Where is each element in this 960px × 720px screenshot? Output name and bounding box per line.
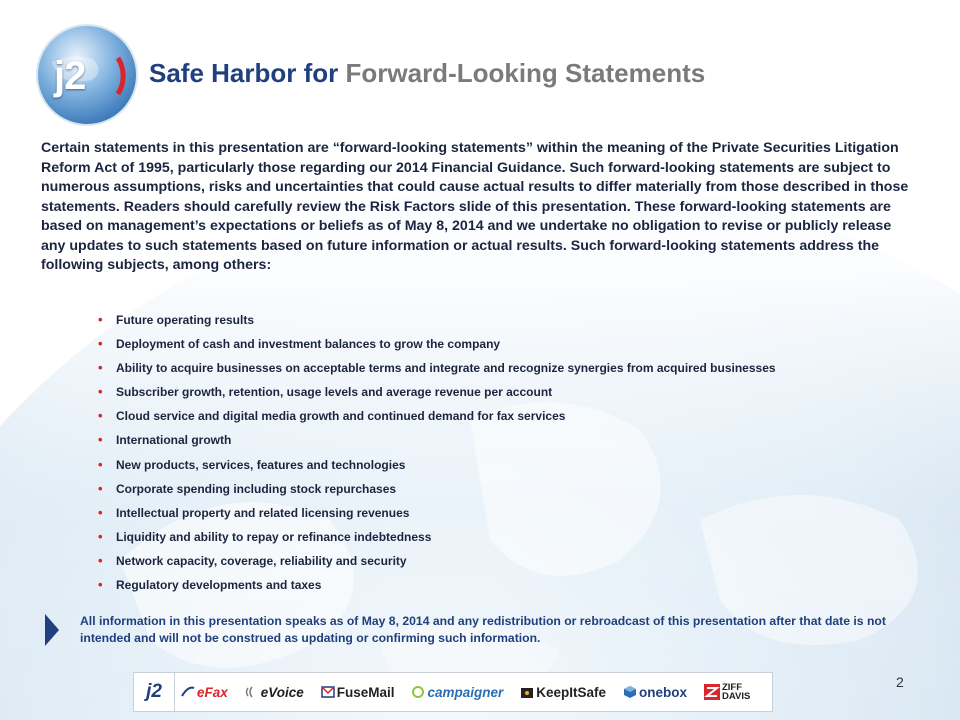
bullet-icon: •: [98, 456, 103, 472]
brand-fusemail: FuseMail: [321, 685, 395, 700]
bullet-icon: •: [98, 336, 103, 352]
subjects-list: [98, 312, 776, 601]
brand-keepitsafe: KeepItSafe: [520, 685, 606, 700]
list-item: • Regulatory developments and taxes: [98, 577, 322, 593]
brand-efax: eFax: [181, 685, 228, 700]
bullet-icon: •: [98, 408, 103, 424]
page-number: 2: [896, 674, 904, 690]
bullet-icon: •: [98, 312, 103, 327]
bullet-icon: •: [98, 480, 103, 496]
bullet-icon: •: [98, 577, 103, 593]
list-item: • Liquidity and ability to repay or refinance indebtedness: [98, 528, 432, 544]
bullet-icon: •: [98, 552, 103, 568]
j2-logo-text: j2: [54, 54, 86, 98]
list-item: • Cloud service and digital media growth and continued demand for fax services: [98, 408, 566, 424]
brand-bar: [133, 672, 773, 712]
campaigner-swirl-icon: [411, 685, 425, 699]
keepitsafe-lock-icon: [520, 685, 534, 699]
list-item: • Deployment of cash and investment balances to grow the company: [98, 336, 501, 352]
bullet-icon: •: [98, 528, 103, 544]
bullet-icon: •: [98, 504, 103, 520]
list-item: • Ability to acquire businesses on acceptable terms and integrate and recognize synergies from acquired businesses: [98, 360, 776, 376]
list-item: • Corporate spending including stock repurchases: [98, 480, 397, 496]
list-item: • Intellectual property and related licensing revenues: [98, 504, 410, 520]
brand-campaigner: campaigner: [411, 685, 503, 700]
list-item: • International growth: [98, 432, 232, 448]
page-title: [149, 58, 705, 89]
onebox-cube-icon: [623, 685, 637, 699]
brand-ziff-davis: ZIFF DAVIS: [704, 683, 764, 701]
list-item: • Subscriber growth, retention, usage levels and average revenue per account: [98, 384, 553, 400]
bullet-icon: •: [98, 432, 103, 448]
fusemail-envelope-icon: [321, 685, 335, 699]
bullet-icon: •: [98, 360, 103, 376]
brand-onebox: onebox: [623, 685, 687, 700]
ziff-davis-z-icon: [704, 684, 720, 700]
bullet-icon: •: [98, 384, 103, 400]
brand-j2: j2: [134, 673, 175, 711]
efax-swoosh-icon: [181, 685, 195, 699]
intro-paragraph: Certain statements in this presentation are “forward-looking statements” within the meaning of the Private Securities Litigation Reform Act of 1995, particularly those regarding our 2014 Financial Guidance. Such forward-looking statements are subject to numerous assumptions, risks and uncertainties that could cause actual results to differ materially from those described in those statements. Readers should carefully review the Risk Factors slide of this presentation. These forward-looking statements are based on management’s expectations or beliefs as of May 8, 2014 and we undertake no obligation to revise or publicly release any updates to such statements based on future information or actual results. Such forward-looking statements address the following subjects, among others:: [41, 140, 909, 273]
arrow-icon: [45, 614, 59, 646]
list-item: • New products, services, features and technologies: [98, 456, 406, 472]
evoice-wave-icon: [245, 685, 259, 699]
brand-evoice: eVoice: [245, 685, 304, 700]
disclaimer-note: All information in this presentation speaks as of May 8, 2014 and any redistribution or rebroadcast of this presentation after that date is not intended and will not be construed as updating or confirming such information.: [80, 614, 886, 645]
title-part-1: Safe Harbor for: [149, 58, 346, 88]
list-item: • Future operating results: [98, 312, 255, 327]
list-item: • Network capacity, coverage, reliability and security: [98, 552, 407, 568]
j2-logo-globe: [34, 22, 140, 128]
title-part-2: Forward-Looking Statements: [345, 58, 706, 88]
